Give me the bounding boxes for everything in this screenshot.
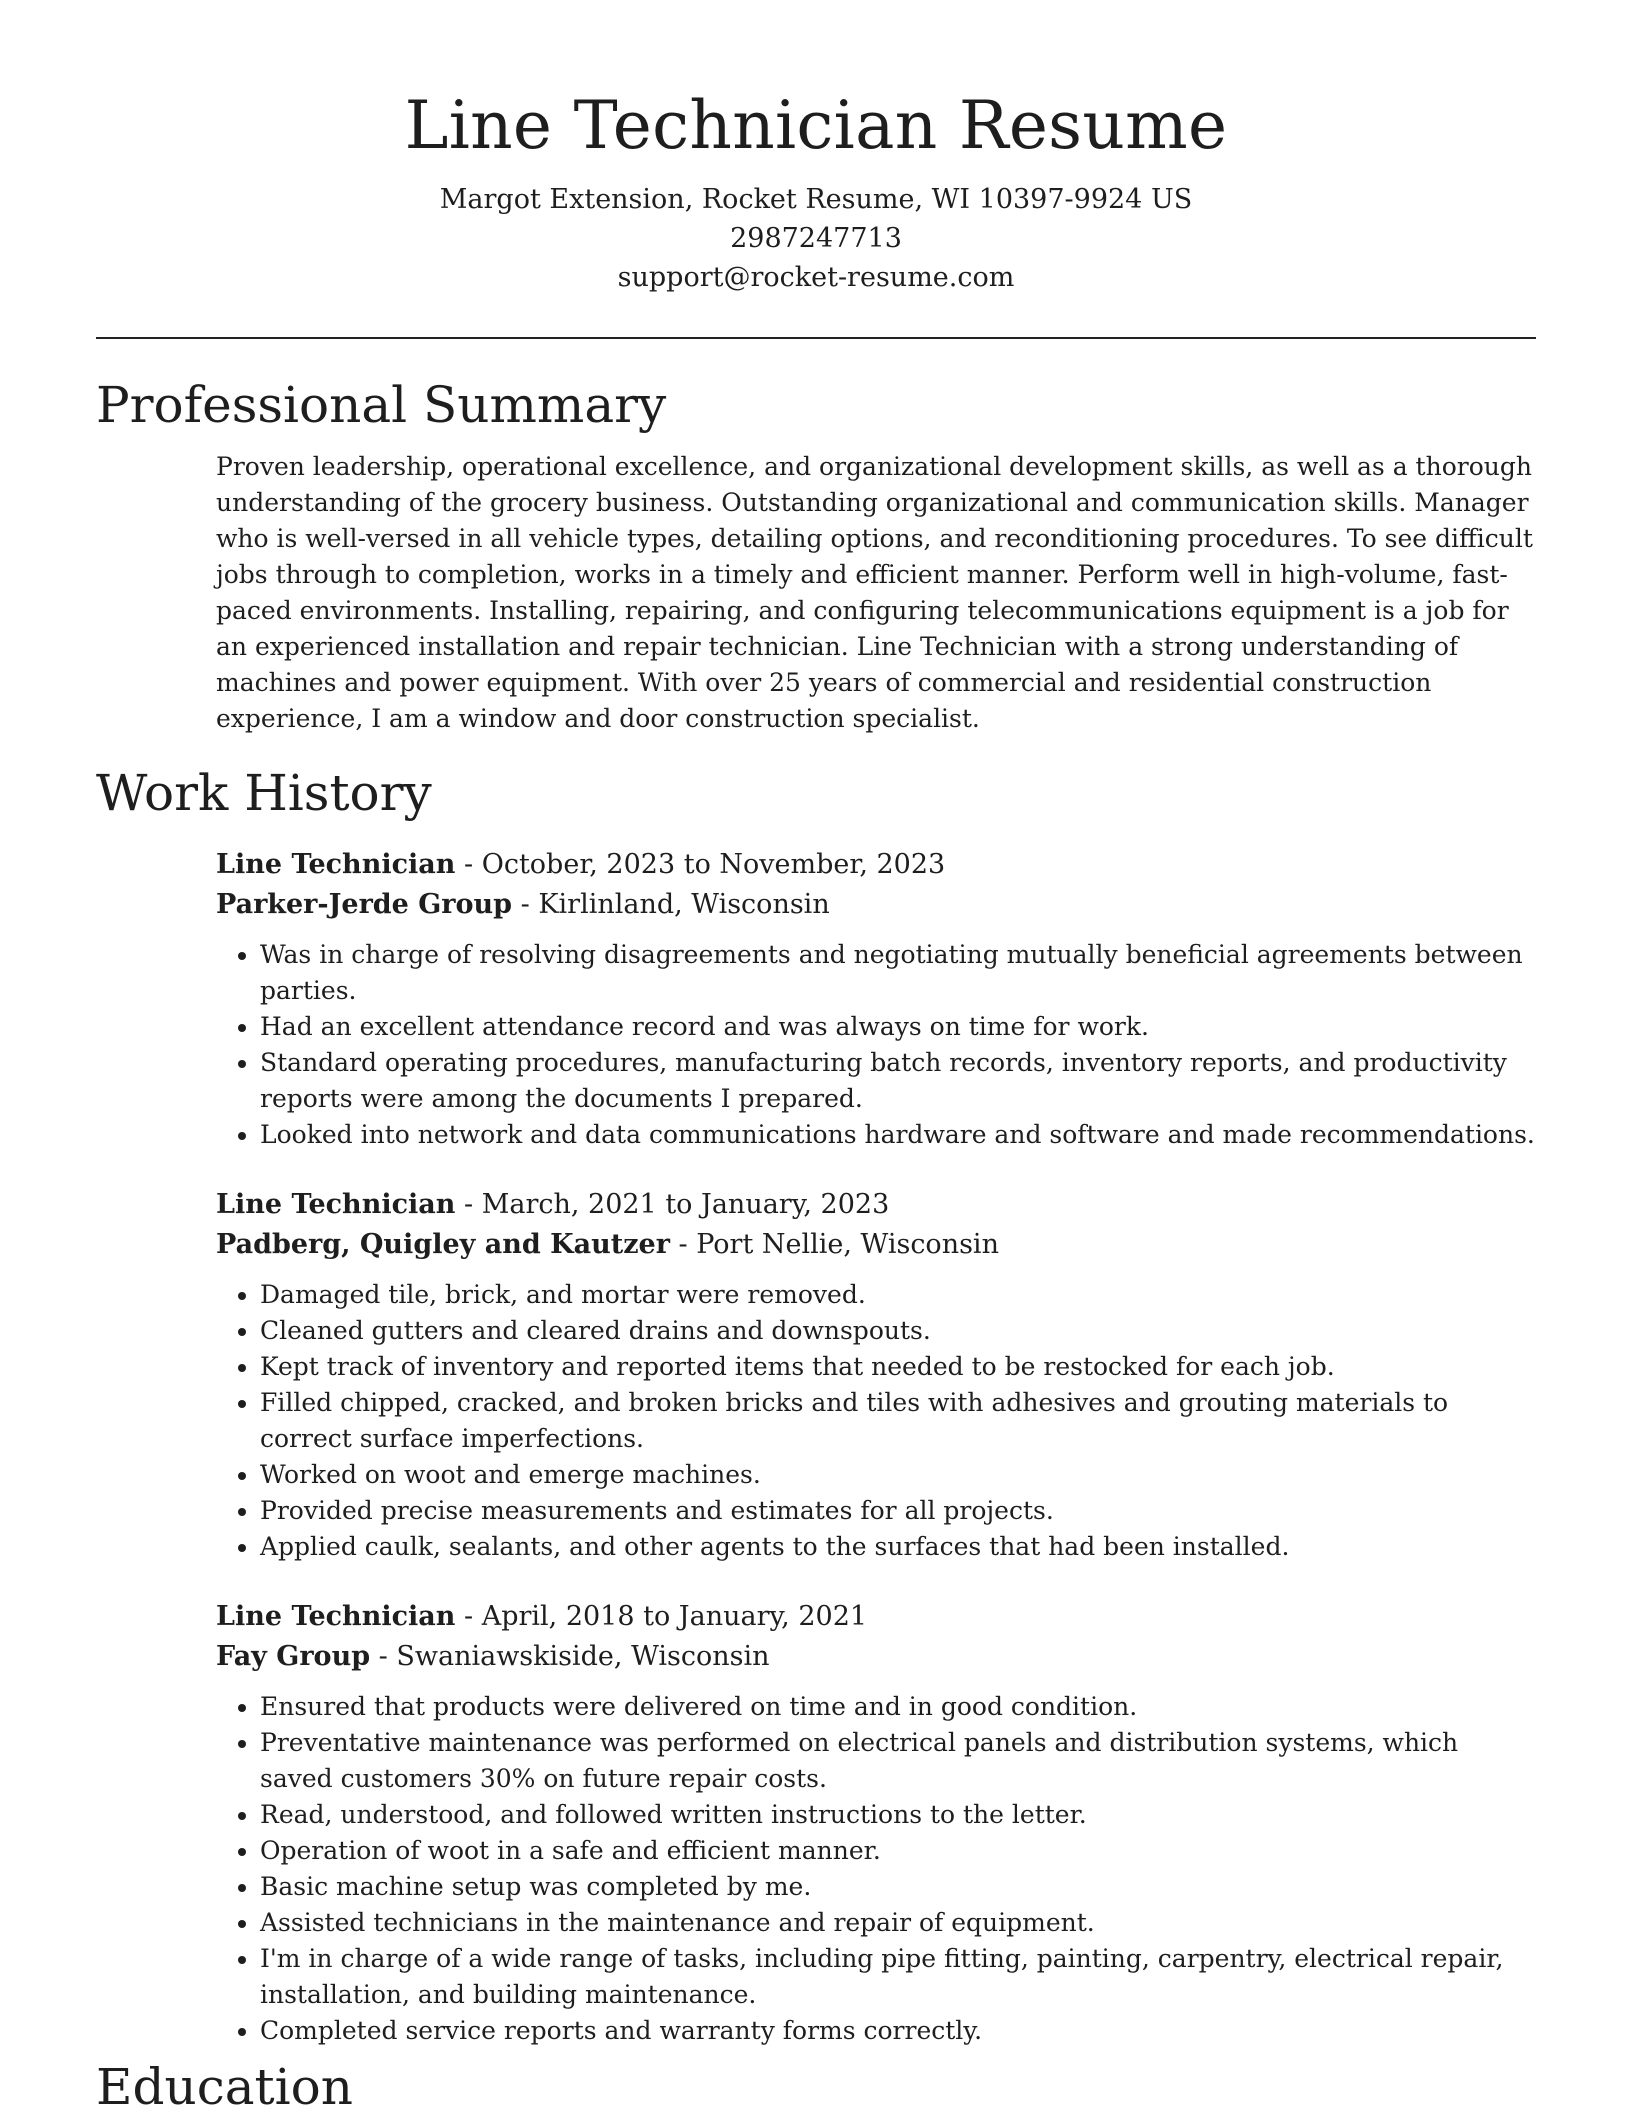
- job-company: Fay Group: [216, 1641, 371, 1672]
- duty-item: • Was in charge of resolving disagreements and negotiating mutually beneficial agreements between parties.: [260, 937, 1536, 1009]
- education-heading: Education: [96, 2058, 353, 2116]
- summary-text: Proven leadership, operational excellence, and organizational development skills, as well as a thorough understanding of the grocery business. Outstanding organizational and communication skills. Manager who is well-versed in all vehicle types, detailing options, and reconditioning procedures. To see difficult jobs through to completion, works in a timely and efficient manner. Perform well in high-volume, fast-paced environments. Installing, repairing, and configuring telecommunications equipment is a job for an experienced installation and repair technician. Line Technician with a strong understanding of machines and power equipment. With over 25 years of commercial and residential construction experience, I am a window and door construction specialist.: [216, 452, 1533, 733]
- work-history-heading: Work History: [96, 764, 432, 822]
- contact-address: Margot Extension, Rocket Resume, WI 10397-9924 US: [439, 184, 1193, 215]
- job-title: Line Technician: [216, 849, 456, 880]
- job-title: Line Technician: [216, 1189, 456, 1220]
- duty-item: • Preventative maintenance was performed on electrical panels and distribution systems, which saved customers 30% on future repair costs.: [260, 1725, 1536, 1797]
- job-title-line: [216, 1597, 1536, 1637]
- job-title-line: [216, 845, 1536, 885]
- work-history-list: [216, 845, 1536, 2049]
- duty-item: • Filled chipped, cracked, and broken bricks and tiles with adhesives and grouting materials to correct surface imperfections.: [260, 1385, 1536, 1457]
- duty-item: • Looked into network and data communications hardware and software and made recommendations.: [260, 1117, 1536, 1153]
- job-company-line: [216, 885, 1536, 925]
- job-company: Padberg, Quigley and Kautzer: [216, 1229, 670, 1260]
- duty-item: • Operation of woot in a safe and efficient manner.: [260, 1833, 1536, 1869]
- duty-item: • Applied caulk, sealants, and other agents to the surfaces that had been installed.: [260, 1529, 1536, 1565]
- duty-item: • Had an excellent attendance record and was always on time for work.: [260, 1009, 1536, 1045]
- header-divider: [96, 337, 1536, 339]
- duty-item: • Cleaned gutters and cleared drains and downspouts.: [260, 1313, 1536, 1349]
- resume-title: Line Technician Resume: [404, 87, 1228, 164]
- job-title: Line Technician: [216, 1601, 456, 1632]
- job-duties: [216, 937, 1536, 1153]
- summary-heading: Professional Summary: [96, 376, 667, 434]
- contact-info: [96, 180, 1536, 297]
- duty-item: • Kept track of inventory and reported items that needed to be restocked for each job.: [260, 1349, 1536, 1385]
- job-company-line: [216, 1637, 1536, 1677]
- job-dates: - March, 2021 to January, 2023: [455, 1189, 890, 1220]
- job-entry: [216, 1597, 1536, 2049]
- duty-item: • Ensured that products were delivered on time and in good condition.: [260, 1689, 1536, 1725]
- job-company: Parker-Jerde Group: [216, 889, 513, 920]
- job-title-line: [216, 1185, 1536, 1225]
- duty-item: • Standard operating procedures, manufacturing batch records, inventory reports, and productivity reports were among the documents I prepared.: [260, 1045, 1536, 1117]
- resume-header: [96, 0, 1536, 297]
- job-location: - Kirlinland, Wisconsin: [512, 889, 830, 920]
- duty-item: • Completed service reports and warranty forms correctly.: [260, 2013, 1536, 2049]
- duty-item: • Assisted technicians in the maintenance and repair of equipment.: [260, 1905, 1536, 1941]
- job-company-line: [216, 1225, 1536, 1265]
- job-location: - Swaniawskiside, Wisconsin: [370, 1641, 770, 1672]
- job-duties: [216, 1689, 1536, 2049]
- resume-page: [96, 0, 1536, 2119]
- job-entry: [216, 845, 1536, 1153]
- job-dates: - April, 2018 to January, 2021: [455, 1601, 868, 1632]
- job-dates: - October, 2023 to November, 2023: [455, 849, 946, 880]
- duty-item: • Damaged tile, brick, and mortar were removed.: [260, 1277, 1536, 1313]
- job-location: - Port Nellie, Wisconsin: [669, 1229, 999, 1260]
- contact-email: support@rocket-resume.com: [617, 262, 1015, 293]
- job-entry: [216, 1185, 1536, 1565]
- duty-item: • I'm in charge of a wide range of tasks, including pipe fitting, painting, carpentry, electrical repair, installation, and building maintenance.: [260, 1941, 1536, 2013]
- contact-phone: 2987247713: [730, 223, 902, 254]
- duty-item: • Read, understood, and followed written instructions to the letter.: [260, 1797, 1536, 1833]
- duty-item: • Provided precise measurements and estimates for all projects.: [260, 1493, 1536, 1529]
- duty-item: • Basic machine setup was completed by me.: [260, 1869, 1536, 1905]
- duty-item: • Worked on woot and emerge machines.: [260, 1457, 1536, 1493]
- job-duties: [216, 1277, 1536, 1565]
